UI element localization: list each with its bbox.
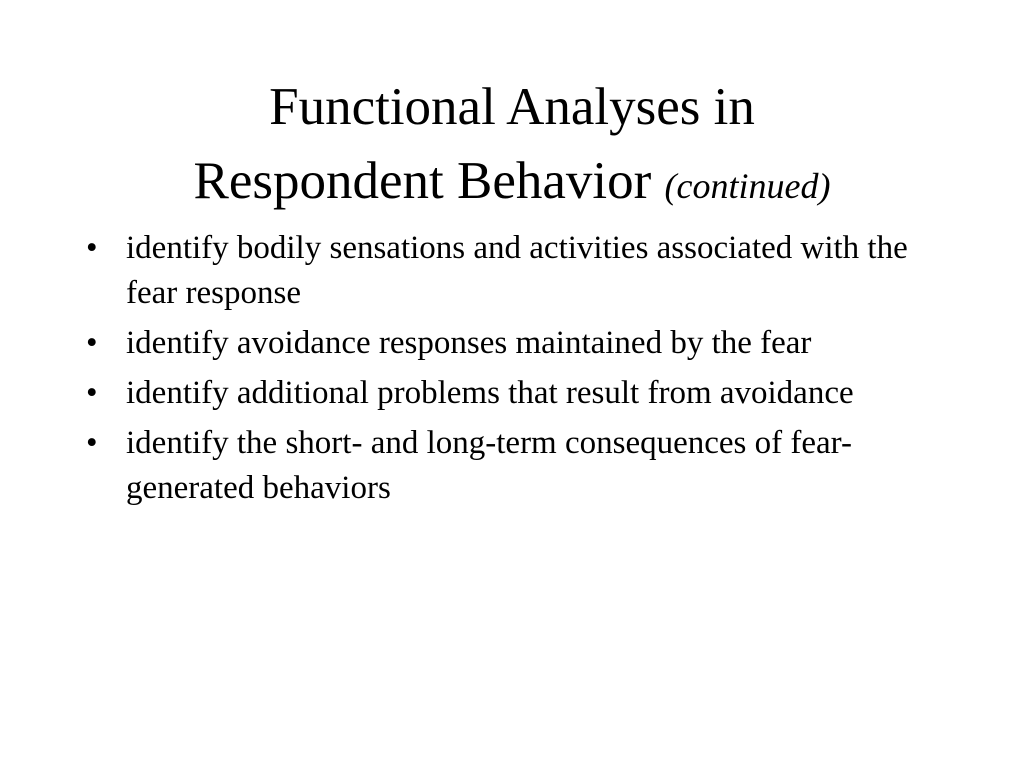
bullet-text: identify avoidance responses maintained by the fear (126, 325, 812, 361)
title-suffix: (continued) (664, 166, 831, 206)
bullet-icon: • (86, 375, 98, 411)
bullet-item (86, 371, 946, 416)
slide-title (62, 70, 962, 223)
bullet-list (86, 226, 946, 516)
bullet-item (86, 421, 946, 511)
bullet-icon: • (86, 325, 98, 361)
title-line-1: Functional Analyses in (269, 78, 755, 136)
bullet-text: identify bodily sensations and activities associated with the fear response (126, 230, 908, 311)
bullet-icon: • (86, 425, 98, 461)
bullet-text: identify the short- and long-term consequences of fear-generated behaviors (126, 425, 852, 506)
bullet-icon: • (86, 230, 98, 266)
bullet-item (86, 321, 946, 366)
bullet-item (86, 226, 946, 316)
title-line-2-text: Respondent Behavior (193, 152, 652, 210)
title-line-2 (62, 144, 962, 223)
bullet-text: identify additional problems that result from avoidance (126, 375, 854, 411)
